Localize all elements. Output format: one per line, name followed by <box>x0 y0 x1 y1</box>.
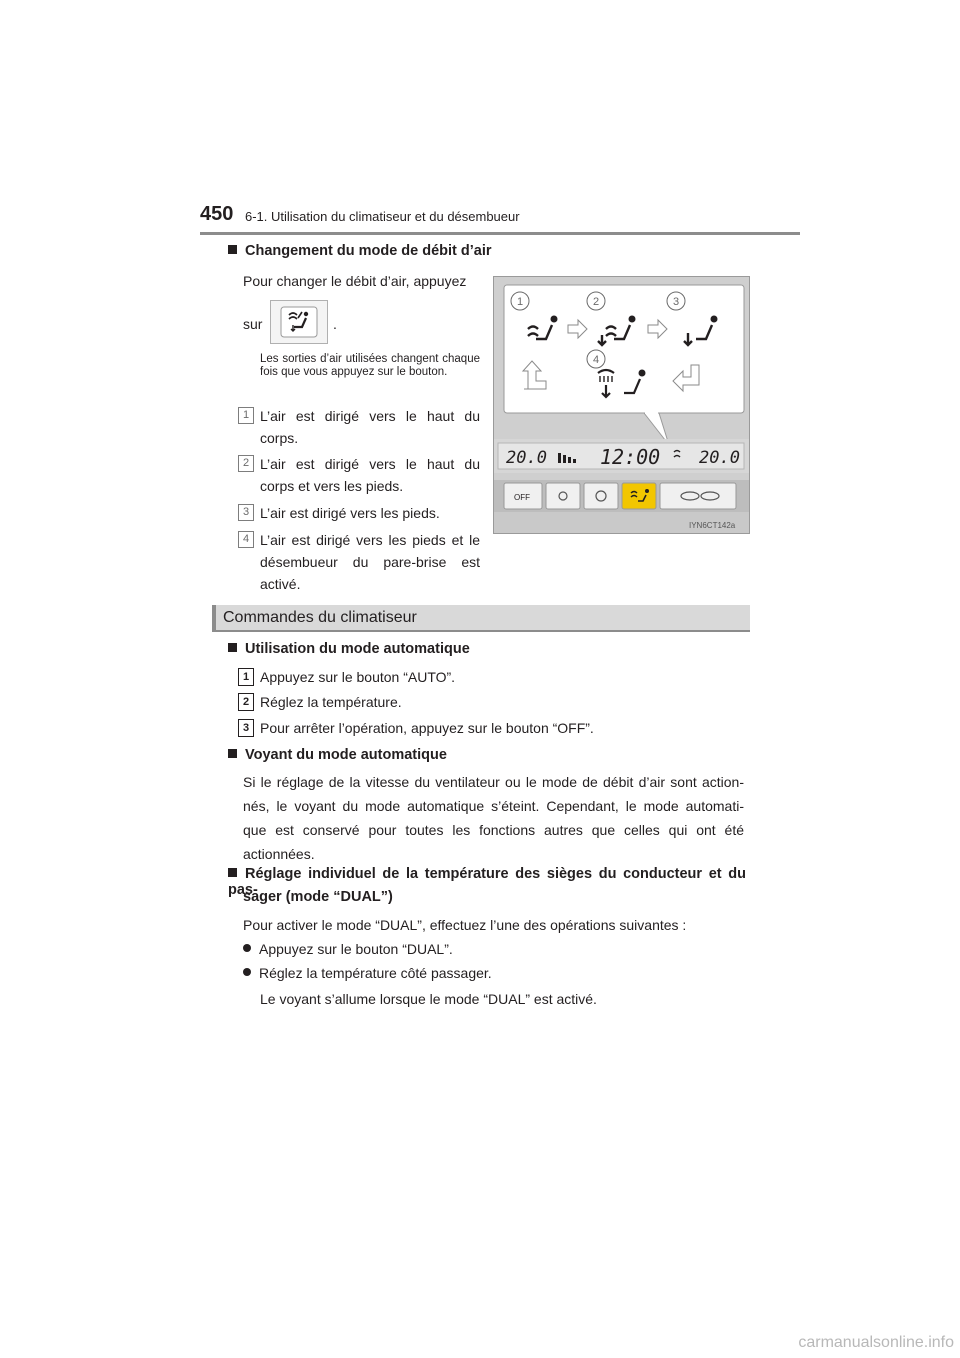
lcd-right-temp: 20.0 <box>699 448 740 468</box>
step-number-3: 3 <box>238 719 254 737</box>
square-bullet-icon <box>228 245 237 254</box>
item-1-line-1: L’air est dirigé vers le haut du <box>260 408 480 424</box>
figure-code: IYN6CT142a <box>689 521 736 530</box>
indicator-line-4: actionnées. <box>243 846 315 862</box>
item-number-2: 2 <box>238 455 254 472</box>
step-number-2: 2 <box>238 693 254 711</box>
item-1-line-2: corps. <box>260 430 299 446</box>
figure-label-2: 2 <box>592 296 600 308</box>
climate-panel-figure <box>493 276 750 534</box>
dual-note: Le voyant s’allume lorsque le mode “DUAL” est activé. <box>260 991 597 1007</box>
lcd-left-temp: 20.0 <box>506 448 547 468</box>
airflow-intro-sur: sur <box>243 316 263 332</box>
item-4-line-3: activé. <box>260 576 301 592</box>
square-bullet-icon <box>228 868 237 877</box>
round-bullet-icon <box>243 944 251 952</box>
watermark: carmanualsonline.info <box>798 1334 954 1351</box>
figure-label-3: 3 <box>672 296 680 308</box>
dual-heading-line-2: sager (mode “DUAL”) <box>243 889 393 905</box>
section-header <box>212 605 750 632</box>
page-number: 450 <box>200 203 234 225</box>
item-4-line-1: L’air est dirigé vers les pieds et le <box>260 532 480 548</box>
step-3-text: Pour arrêter l’opération, appuyez sur le bouton “OFF”. <box>260 720 594 736</box>
square-bullet-icon <box>228 749 237 758</box>
dual-heading-line-1: Réglage individuel de la température des sièges du conducteur et du pas- <box>228 866 746 898</box>
figure-label-4: 4 <box>592 354 600 366</box>
lcd-clock: 12:00 <box>600 445 661 469</box>
airflow-heading: Changement du mode de débit d’air <box>228 243 492 259</box>
step-1-text: Appuyez sur le bouton “AUTO”. <box>260 669 456 685</box>
step-number-1: 1 <box>238 668 254 686</box>
dual-intro: Pour activer le mode “DUAL”, effectuez l’une des opérations suivantes : <box>243 917 687 933</box>
item-2-line-2: corps et vers les pieds. <box>260 478 404 494</box>
airflow-note: Les sorties d’air utilisées changent chaque fois que vous appuyez sur le bouton. <box>260 353 480 378</box>
square-bullet-icon <box>228 643 237 652</box>
dual-bullet-2: Réglez la température côté passager. <box>243 960 492 986</box>
airflow-mode-button-image <box>270 300 328 344</box>
item-number-4: 4 <box>238 531 254 548</box>
chapter-title: 6-1. Utilisation du climatiseur et du désembueur <box>245 209 520 224</box>
indicator-line-1: Si le réglage de la vitesse du ventilateur ou le mode de débit d’air sont action- <box>243 774 744 790</box>
item-3-line-1: L’air est dirigé vers les pieds. <box>260 505 440 521</box>
header-rule <box>200 232 800 235</box>
item-4-line-2: désembueur du pare-brise est <box>260 554 480 570</box>
figure-off-button-label: OFF <box>514 493 530 502</box>
indicator-line-2: nés, le voyant du mode automatique s’éteint. Cependant, le mode automati- <box>243 798 744 814</box>
round-bullet-icon <box>243 968 251 976</box>
dual-bullet-1: Appuyez sur le bouton “DUAL”. <box>243 936 453 962</box>
item-number-1: 1 <box>238 407 254 424</box>
indicator-heading: Voyant du mode automatique <box>228 747 447 763</box>
item-2-line-1: L’air est dirigé vers le haut du <box>260 456 480 472</box>
indicator-line-3: que est conservé pour toutes les fonctions autres que celles qui ont été <box>243 822 744 838</box>
figure-label-1: 1 <box>516 296 524 308</box>
section-title: Commandes du climatiseur <box>223 609 417 626</box>
airflow-mode-icon <box>271 301 327 343</box>
climate-panel-illustration <box>494 277 749 533</box>
auto-mode-heading: Utilisation du mode automatique <box>228 641 470 657</box>
airflow-intro-end: . <box>333 316 337 332</box>
airflow-intro: Pour changer le débit d’air, appuyez <box>243 273 467 289</box>
item-number-3: 3 <box>238 504 254 521</box>
step-2-text: Réglez la température. <box>260 694 402 710</box>
